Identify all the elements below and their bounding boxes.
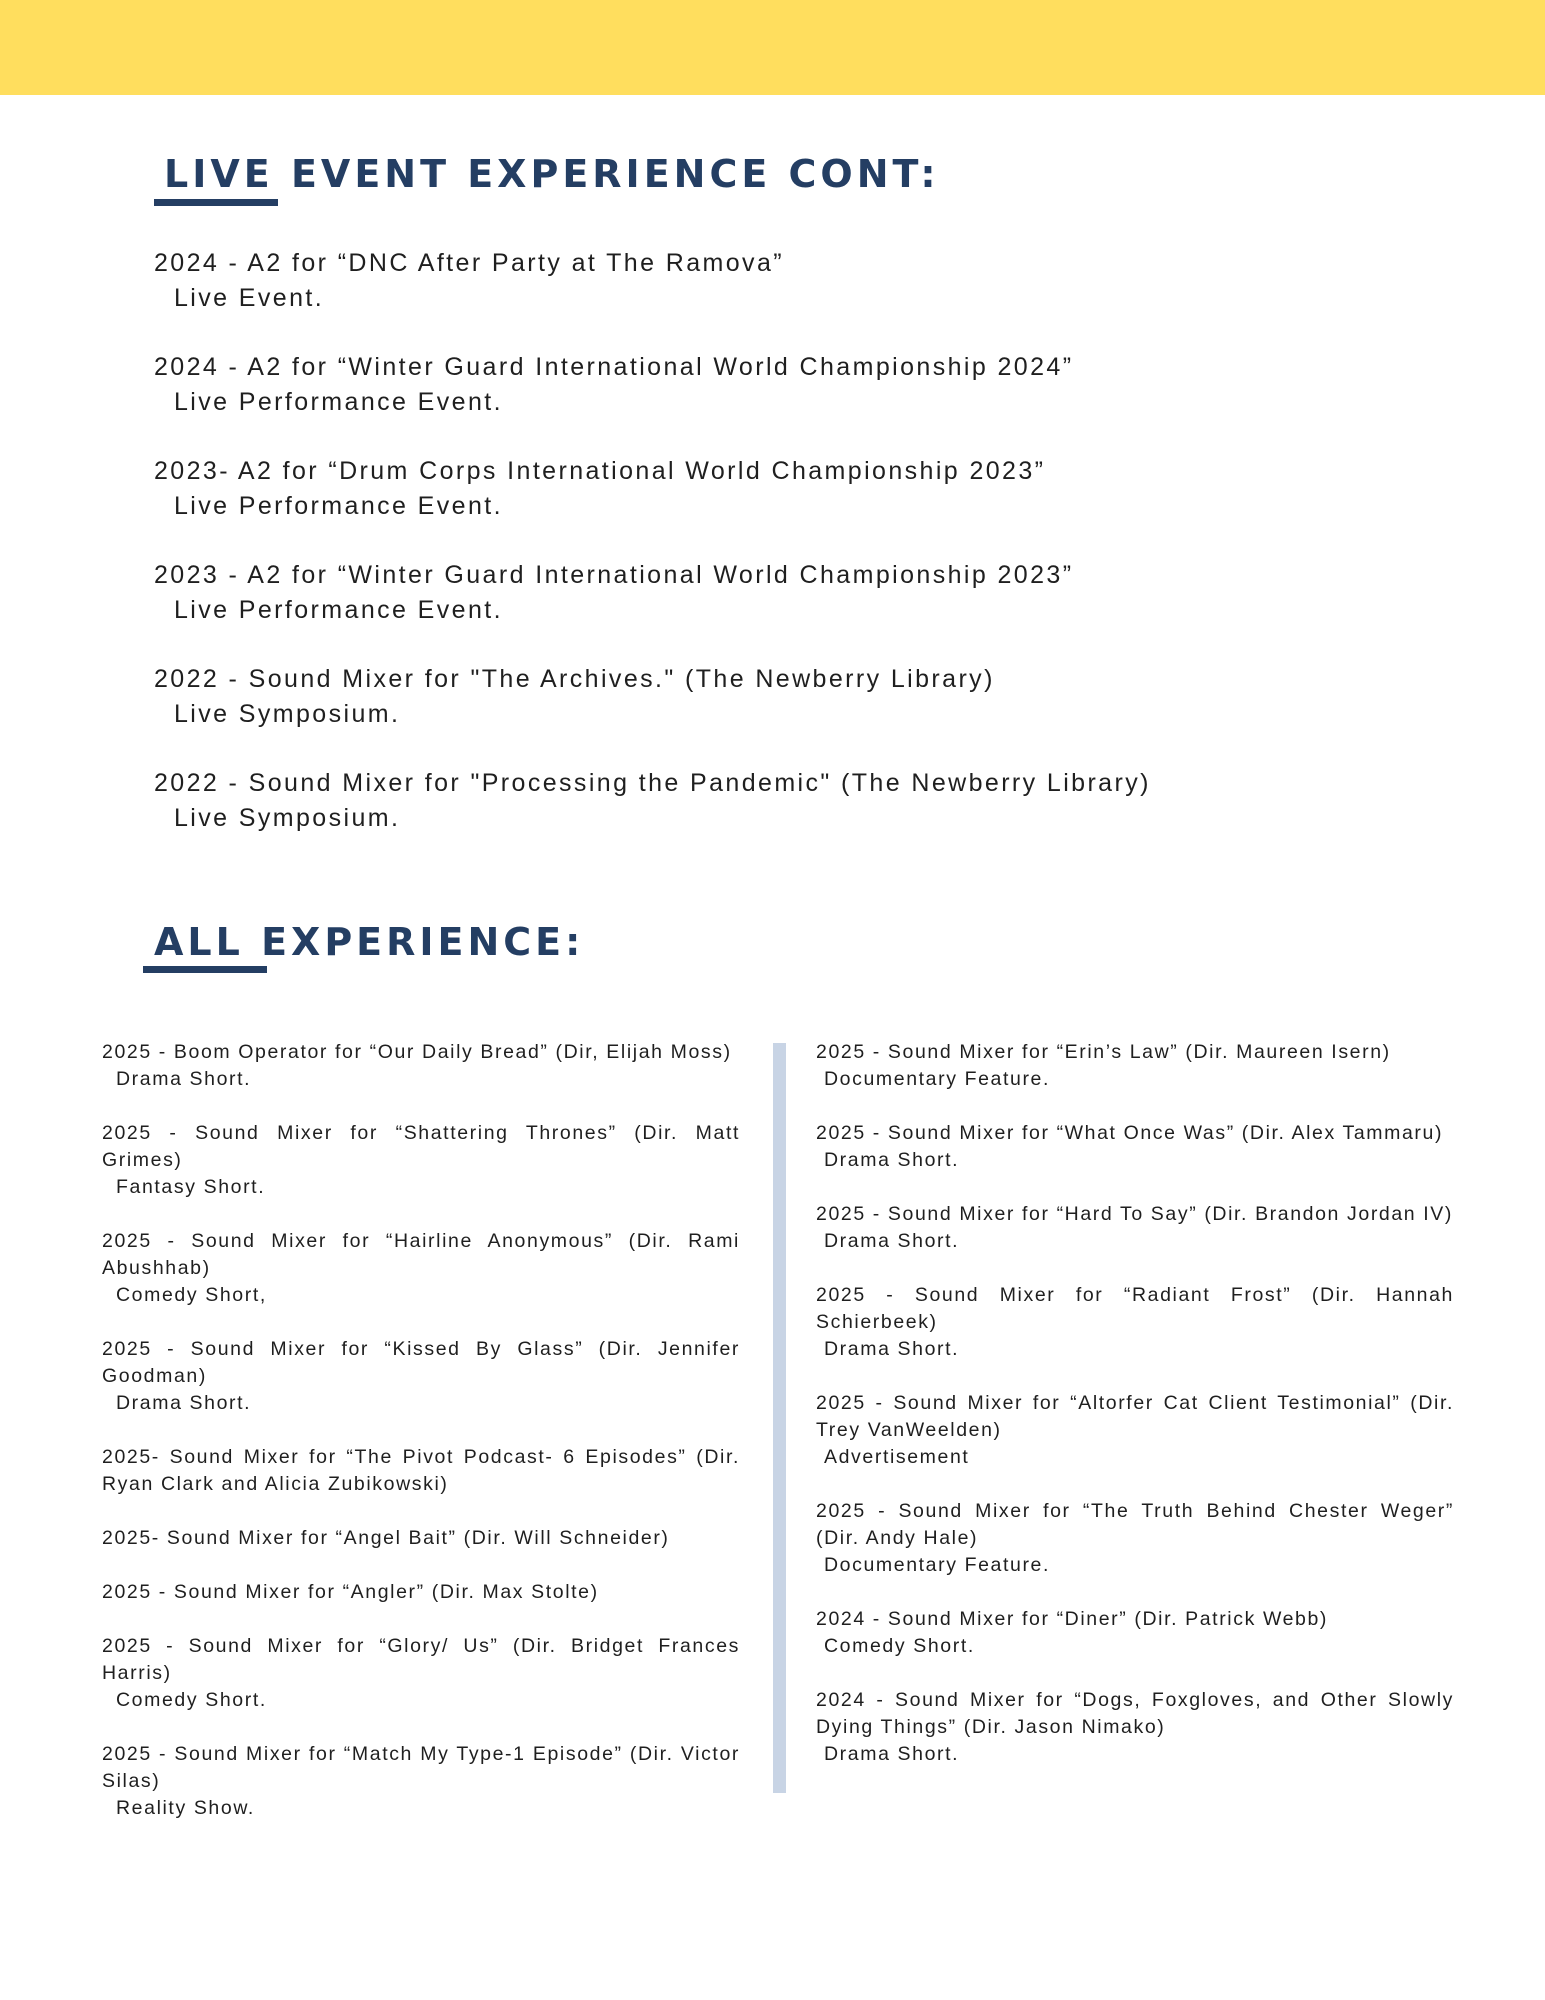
entry-title: 2023- A2 for “Drum Corps International World Championship 2023”: [154, 457, 1046, 485]
entry-type: Live Performance Event.: [174, 388, 503, 416]
entry-type: Comedy Short.: [824, 1635, 975, 1657]
experience-column-left: [102, 1039, 740, 1849]
entry-title: 2023 - A2 for “Winter Guard International World Championship 2023”: [154, 561, 1074, 589]
entry-type: Live Event.: [174, 284, 325, 312]
all-experience-heading: ALL EXPERIENCE:: [154, 920, 585, 964]
live-event-list: [154, 246, 1404, 870]
top-accent-band: [0, 0, 1545, 95]
entry-title: 2025 - Sound Mixer for “Hard To Say” (Dir. Brandon Jordan IV): [816, 1203, 1453, 1225]
live-event-heading: LIVE EVENT EXPERIENCE CONT:: [164, 152, 940, 196]
column-divider: [773, 1043, 786, 1793]
list-item: [102, 1741, 740, 1822]
list-item: [816, 1120, 1454, 1174]
entry-title: 2025 - Sound Mixer for “Angler” (Dir. Max Stolte): [102, 1581, 599, 1603]
entry-type: Comedy Short.: [116, 1689, 267, 1711]
list-item: [102, 1120, 740, 1201]
list-item: [816, 1606, 1454, 1660]
entry-type: Live Performance Event.: [174, 492, 503, 520]
entry-title: 2025 - Sound Mixer for “Glory/ Us” (Dir. Bridget Frances Harris): [102, 1635, 740, 1684]
entry-type: Drama Short.: [824, 1743, 960, 1765]
entry-type: Reality Show.: [116, 1797, 255, 1819]
entry-title: 2024 - A2 for “DNC After Party at The Ramova”: [154, 249, 784, 277]
entry-title: 2025 - Boom Operator for “Our Daily Bread” (Dir, Elijah Moss): [102, 1041, 732, 1063]
entry-type: Documentary Feature.: [824, 1068, 1051, 1090]
list-item: [816, 1390, 1454, 1471]
list-item: [154, 558, 1404, 628]
list-item: [816, 1201, 1454, 1255]
entry-title: 2025 - Sound Mixer for “Radiant Frost” (Dir. Hannah Schierbeek): [816, 1284, 1454, 1333]
entry-title: 2025- Sound Mixer for “Angel Bait” (Dir. Will Schneider): [102, 1527, 670, 1549]
entry-title: 2022 - Sound Mixer for "Processing the Pandemic" (The Newberry Library): [154, 769, 1151, 797]
entry-type: Drama Short.: [824, 1338, 960, 1360]
entry-type: Drama Short.: [116, 1068, 252, 1090]
live-event-heading-underline: [154, 199, 278, 206]
entry-type: Live Symposium.: [174, 804, 401, 832]
entry-title: 2024 - Sound Mixer for “Dogs, Foxgloves, and Other Slowly Dying Things” (Dir. Jason Nimako): [816, 1689, 1454, 1738]
entry-title: 2025 - Sound Mixer for “Hairline Anonymous” (Dir. Rami Abushhab): [102, 1230, 740, 1279]
entry-type: Advertisement: [824, 1446, 970, 1468]
entry-type: Fantasy Short.: [116, 1176, 266, 1198]
list-item: [154, 246, 1404, 316]
list-item: [816, 1687, 1454, 1768]
all-experience-heading-underline: [143, 966, 267, 973]
list-item: [102, 1444, 740, 1498]
list-item: [102, 1579, 740, 1606]
list-item: [102, 1039, 740, 1093]
entry-title: 2024 - A2 for “Winter Guard International World Championship 2024”: [154, 353, 1074, 381]
list-item: [154, 766, 1404, 836]
list-item: [816, 1498, 1454, 1579]
entry-title: 2025 - Sound Mixer for “Erin’s Law” (Dir. Maureen Isern): [816, 1041, 1391, 1063]
entry-type: Live Performance Event.: [174, 596, 503, 624]
entry-type: Comedy Short,: [116, 1284, 267, 1306]
list-item: [816, 1282, 1454, 1363]
entry-type: Documentary Feature.: [824, 1554, 1051, 1576]
entry-title: 2025 - Sound Mixer for “Kissed By Glass” (Dir. Jennifer Goodman): [102, 1338, 740, 1387]
entry-title: 2025 - Sound Mixer for “Altorfer Cat Client Testimonial” (Dir. Trey VanWeelden): [816, 1392, 1454, 1441]
list-item: [102, 1336, 740, 1417]
list-item: [154, 662, 1404, 732]
list-item: [102, 1228, 740, 1309]
entry-title: 2022 - Sound Mixer for "The Archives." (The Newberry Library): [154, 665, 995, 693]
list-item: [102, 1525, 740, 1552]
entry-type: Drama Short.: [116, 1392, 252, 1414]
list-item: [816, 1039, 1454, 1093]
experience-column-right: [816, 1039, 1454, 1795]
entry-title: 2024 - Sound Mixer for “Diner” (Dir. Patrick Webb): [816, 1608, 1329, 1630]
entry-title: 2025- Sound Mixer for “The Pivot Podcast- 6 Episodes” (Dir. Ryan Clark and Alicia Zubikowski): [102, 1446, 740, 1495]
list-item: [154, 454, 1404, 524]
entry-type: Live Symposium.: [174, 700, 401, 728]
entry-title: 2025 - Sound Mixer for “What Once Was” (Dir. Alex Tammaru): [816, 1122, 1444, 1144]
entry-type: Drama Short.: [824, 1230, 960, 1252]
entry-title: 2025 - Sound Mixer for “Match My Type-1 Episode” (Dir. Victor Silas): [102, 1743, 740, 1792]
entry-title: 2025 - Sound Mixer for “Shattering Thrones” (Dir. Matt Grimes): [102, 1122, 740, 1171]
list-item: [102, 1633, 740, 1714]
list-item: [154, 350, 1404, 420]
entry-title: 2025 - Sound Mixer for “The Truth Behind Chester Weger” (Dir. Andy Hale): [816, 1500, 1454, 1549]
entry-type: Drama Short.: [824, 1149, 960, 1171]
